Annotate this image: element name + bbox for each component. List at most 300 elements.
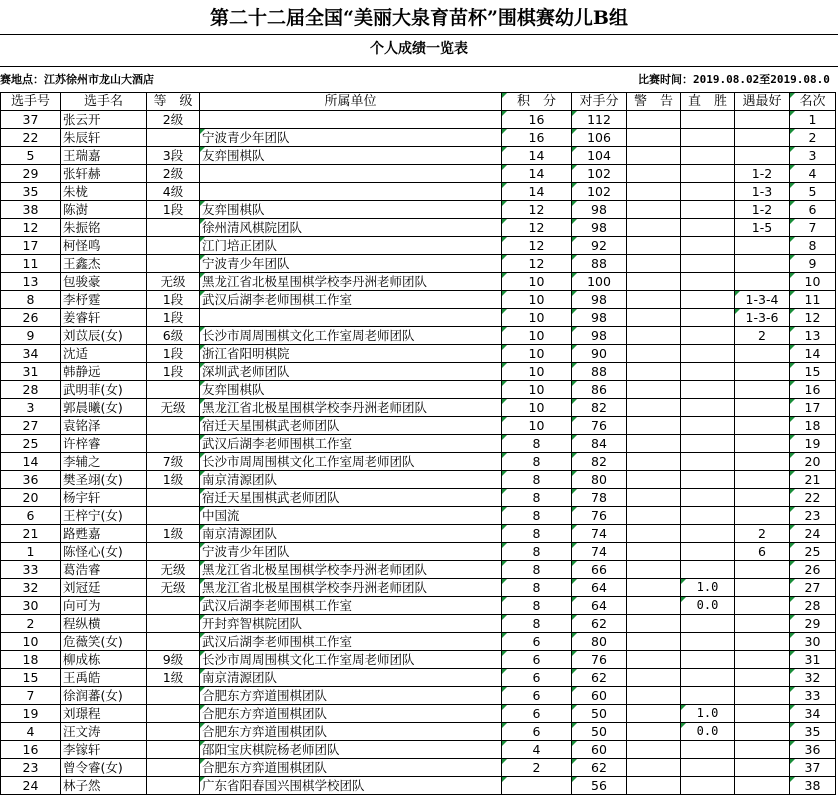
cell-grade[interactable] (147, 597, 200, 615)
cell-score[interactable]: 12 (502, 255, 572, 273)
cell-best-met[interactable] (735, 129, 790, 147)
cell-direct-win[interactable] (681, 327, 735, 345)
cell-best-met[interactable] (735, 705, 790, 723)
cell-grade[interactable] (147, 543, 200, 561)
cell-player-no[interactable]: 22 (1, 129, 61, 147)
header-score[interactable]: 积 分 (502, 93, 572, 111)
cell-best-met[interactable] (735, 435, 790, 453)
cell-player-no[interactable]: 4 (1, 723, 61, 741)
cell-unit[interactable]: 黑龙江省北极星围棋学校李丹洲老师团队 (200, 273, 502, 291)
header-rank[interactable]: 名次 (790, 93, 836, 111)
cell-direct-win[interactable] (681, 615, 735, 633)
cell-player-name[interactable]: 陈澍 (61, 201, 147, 219)
cell-unit[interactable]: 友弈围棋队 (200, 147, 502, 165)
cell-best-met[interactable] (735, 741, 790, 759)
cell-grade[interactable] (147, 417, 200, 435)
header-warning[interactable]: 警 告 (627, 93, 681, 111)
cell-grade[interactable] (147, 687, 200, 705)
cell-best-met[interactable] (735, 417, 790, 435)
cell-opponent-score[interactable]: 104 (572, 147, 627, 165)
cell-warning[interactable] (627, 273, 681, 291)
cell-score[interactable]: 8 (502, 561, 572, 579)
cell-score[interactable]: 8 (502, 471, 572, 489)
cell-best-met[interactable]: 1-3-4 (735, 291, 790, 309)
cell-player-name[interactable]: 徐润蕃(女) (61, 687, 147, 705)
cell-player-no[interactable]: 34 (1, 345, 61, 363)
cell-rank[interactable]: 6 (790, 201, 836, 219)
cell-player-no[interactable]: 26 (1, 309, 61, 327)
cell-unit[interactable]: 广东省阳春国兴围棋学校团队 (200, 777, 502, 795)
cell-unit[interactable]: 南京清源团队 (200, 669, 502, 687)
cell-best-met[interactable] (735, 237, 790, 255)
cell-rank[interactable]: 31 (790, 651, 836, 669)
cell-best-met[interactable] (735, 345, 790, 363)
cell-opponent-score[interactable]: 62 (572, 759, 627, 777)
cell-score[interactable]: 10 (502, 273, 572, 291)
cell-unit[interactable]: 宿迁天星围棋武老师团队 (200, 417, 502, 435)
cell-direct-win[interactable] (681, 255, 735, 273)
cell-player-name[interactable]: 张云开 (61, 111, 147, 129)
cell-best-met[interactable]: 1-2 (735, 201, 790, 219)
cell-direct-win[interactable] (681, 777, 735, 795)
cell-opponent-score[interactable]: 92 (572, 237, 627, 255)
cell-unit[interactable]: 长沙市周周围棋文化工作室周老师团队 (200, 651, 502, 669)
cell-warning[interactable] (627, 561, 681, 579)
cell-opponent-score[interactable]: 78 (572, 489, 627, 507)
cell-score[interactable]: 10 (502, 399, 572, 417)
cell-score[interactable]: 2 (502, 759, 572, 777)
cell-rank[interactable]: 10 (790, 273, 836, 291)
cell-rank[interactable]: 18 (790, 417, 836, 435)
cell-direct-win[interactable] (681, 489, 735, 507)
cell-rank[interactable]: 11 (790, 291, 836, 309)
cell-rank[interactable]: 28 (790, 597, 836, 615)
cell-player-name[interactable]: 汪文涛 (61, 723, 147, 741)
cell-opponent-score[interactable]: 76 (572, 417, 627, 435)
cell-opponent-score[interactable]: 86 (572, 381, 627, 399)
cell-best-met[interactable] (735, 507, 790, 525)
cell-player-name[interactable]: 李杼霆 (61, 291, 147, 309)
cell-player-name[interactable]: 程纵横 (61, 615, 147, 633)
cell-player-no[interactable]: 11 (1, 255, 61, 273)
cell-warning[interactable] (627, 669, 681, 687)
cell-player-name[interactable]: 韩静远 (61, 363, 147, 381)
cell-rank[interactable]: 35 (790, 723, 836, 741)
cell-opponent-score[interactable]: 60 (572, 741, 627, 759)
cell-player-name[interactable]: 王梓宁(女) (61, 507, 147, 525)
cell-best-met[interactable]: 1-3 (735, 183, 790, 201)
cell-opponent-score[interactable]: 102 (572, 183, 627, 201)
cell-unit[interactable]: 宁波青少年团队 (200, 543, 502, 561)
cell-player-name[interactable]: 杨宇轩 (61, 489, 147, 507)
cell-grade[interactable] (147, 129, 200, 147)
cell-warning[interactable] (627, 165, 681, 183)
cell-direct-win[interactable] (681, 633, 735, 651)
cell-rank[interactable]: 17 (790, 399, 836, 417)
cell-direct-win[interactable] (681, 507, 735, 525)
cell-unit[interactable]: 南京清源团队 (200, 471, 502, 489)
cell-warning[interactable] (627, 309, 681, 327)
cell-grade[interactable]: 1级 (147, 525, 200, 543)
cell-rank[interactable]: 25 (790, 543, 836, 561)
cell-rank[interactable]: 15 (790, 363, 836, 381)
cell-score[interactable]: 8 (502, 525, 572, 543)
cell-unit[interactable]: 徐州清风棋院团队 (200, 219, 502, 237)
cell-direct-win[interactable]: 0.0 (681, 723, 735, 741)
cell-opponent-score[interactable]: 80 (572, 633, 627, 651)
cell-direct-win[interactable] (681, 453, 735, 471)
cell-rank[interactable]: 3 (790, 147, 836, 165)
cell-best-met[interactable] (735, 777, 790, 795)
cell-best-met[interactable] (735, 615, 790, 633)
cell-rank[interactable]: 14 (790, 345, 836, 363)
cell-player-no[interactable]: 6 (1, 507, 61, 525)
cell-opponent-score[interactable]: 64 (572, 579, 627, 597)
cell-warning[interactable] (627, 759, 681, 777)
cell-best-met[interactable] (735, 147, 790, 165)
cell-grade[interactable] (147, 777, 200, 795)
cell-grade[interactable] (147, 237, 200, 255)
cell-opponent-score[interactable]: 106 (572, 129, 627, 147)
cell-unit[interactable]: 长沙市周周围棋文化工作室周老师团队 (200, 327, 502, 345)
cell-best-met[interactable] (735, 579, 790, 597)
cell-opponent-score[interactable]: 62 (572, 615, 627, 633)
cell-warning[interactable] (627, 345, 681, 363)
cell-direct-win[interactable]: 1.0 (681, 579, 735, 597)
cell-grade[interactable] (147, 219, 200, 237)
cell-score[interactable]: 6 (502, 651, 572, 669)
cell-grade[interactable]: 无级 (147, 273, 200, 291)
cell-opponent-score[interactable]: 64 (572, 597, 627, 615)
cell-unit[interactable] (200, 183, 502, 201)
cell-rank[interactable]: 26 (790, 561, 836, 579)
cell-best-met[interactable] (735, 273, 790, 291)
cell-rank[interactable]: 36 (790, 741, 836, 759)
cell-score[interactable]: 6 (502, 705, 572, 723)
cell-warning[interactable] (627, 741, 681, 759)
cell-player-name[interactable]: 林子然 (61, 777, 147, 795)
cell-direct-win[interactable] (681, 471, 735, 489)
cell-direct-win[interactable] (681, 435, 735, 453)
cell-unit[interactable]: 友弈围棋队 (200, 201, 502, 219)
cell-best-met[interactable] (735, 633, 790, 651)
cell-opponent-score[interactable]: 84 (572, 435, 627, 453)
cell-player-name[interactable]: 王鑫杰 (61, 255, 147, 273)
cell-player-no[interactable]: 25 (1, 435, 61, 453)
cell-player-name[interactable]: 刘璟程 (61, 705, 147, 723)
cell-player-no[interactable]: 30 (1, 597, 61, 615)
cell-player-name[interactable]: 路甦嘉 (61, 525, 147, 543)
cell-best-met[interactable]: 1-3-6 (735, 309, 790, 327)
cell-warning[interactable] (627, 255, 681, 273)
cell-score[interactable]: 8 (502, 597, 572, 615)
cell-opponent-score[interactable]: 76 (572, 507, 627, 525)
cell-direct-win[interactable] (681, 561, 735, 579)
cell-unit[interactable]: 黑龙江省北极星围棋学校李丹洲老师团队 (200, 561, 502, 579)
cell-score[interactable]: 10 (502, 291, 572, 309)
cell-unit[interactable]: 宁波青少年团队 (200, 129, 502, 147)
cell-player-no[interactable]: 14 (1, 453, 61, 471)
cell-opponent-score[interactable]: 50 (572, 705, 627, 723)
cell-direct-win[interactable] (681, 147, 735, 165)
cell-grade[interactable] (147, 435, 200, 453)
cell-score[interactable]: 14 (502, 147, 572, 165)
cell-best-met[interactable] (735, 651, 790, 669)
header-player-name[interactable]: 选手名 (61, 93, 147, 111)
cell-player-no[interactable]: 37 (1, 111, 61, 129)
cell-player-no[interactable]: 21 (1, 525, 61, 543)
cell-player-no[interactable]: 27 (1, 417, 61, 435)
cell-unit[interactable]: 合肥东方弈道围棋团队 (200, 705, 502, 723)
cell-player-no[interactable]: 3 (1, 399, 61, 417)
cell-grade[interactable] (147, 489, 200, 507)
cell-player-name[interactable]: 李镓轩 (61, 741, 147, 759)
cell-player-name[interactable]: 朱辰轩 (61, 129, 147, 147)
cell-unit[interactable]: 深圳武老师团队 (200, 363, 502, 381)
cell-direct-win[interactable] (681, 525, 735, 543)
cell-opponent-score[interactable]: 88 (572, 363, 627, 381)
cell-opponent-score[interactable]: 74 (572, 525, 627, 543)
header-opponent-score[interactable]: 对手分 (572, 93, 627, 111)
cell-opponent-score[interactable]: 98 (572, 219, 627, 237)
cell-best-met[interactable]: 6 (735, 543, 790, 561)
cell-direct-win[interactable] (681, 381, 735, 399)
cell-warning[interactable] (627, 291, 681, 309)
cell-direct-win[interactable] (681, 183, 735, 201)
cell-score[interactable]: 16 (502, 111, 572, 129)
cell-warning[interactable] (627, 399, 681, 417)
cell-warning[interactable] (627, 129, 681, 147)
cell-unit[interactable]: 宁波青少年团队 (200, 255, 502, 273)
cell-score[interactable]: 8 (502, 543, 572, 561)
cell-grade[interactable] (147, 615, 200, 633)
cell-player-name[interactable]: 王禹皓 (61, 669, 147, 687)
cell-opponent-score[interactable]: 56 (572, 777, 627, 795)
cell-warning[interactable] (627, 471, 681, 489)
cell-direct-win[interactable] (681, 273, 735, 291)
cell-player-no[interactable]: 38 (1, 201, 61, 219)
cell-score[interactable]: 6 (502, 723, 572, 741)
cell-rank[interactable]: 38 (790, 777, 836, 795)
cell-grade[interactable]: 3段 (147, 147, 200, 165)
cell-warning[interactable] (627, 453, 681, 471)
cell-player-no[interactable]: 16 (1, 741, 61, 759)
header-best-met[interactable]: 遇最好 (735, 93, 790, 111)
cell-grade[interactable] (147, 741, 200, 759)
cell-unit[interactable]: 合肥东方弈道围棋团队 (200, 759, 502, 777)
cell-direct-win[interactable] (681, 309, 735, 327)
cell-rank[interactable]: 8 (790, 237, 836, 255)
cell-player-name[interactable]: 刘苡辰(女) (61, 327, 147, 345)
cell-opponent-score[interactable]: 98 (572, 201, 627, 219)
cell-opponent-score[interactable]: 98 (572, 291, 627, 309)
cell-player-no[interactable]: 28 (1, 381, 61, 399)
cell-rank[interactable]: 21 (790, 471, 836, 489)
cell-grade[interactable]: 1级 (147, 471, 200, 489)
cell-score[interactable] (502, 777, 572, 795)
cell-warning[interactable] (627, 543, 681, 561)
cell-warning[interactable] (627, 579, 681, 597)
cell-player-no[interactable]: 32 (1, 579, 61, 597)
cell-opponent-score[interactable]: 66 (572, 561, 627, 579)
cell-direct-win[interactable] (681, 399, 735, 417)
cell-score[interactable]: 10 (502, 417, 572, 435)
cell-best-met[interactable] (735, 453, 790, 471)
cell-direct-win[interactable] (681, 345, 735, 363)
cell-direct-win[interactable] (681, 543, 735, 561)
cell-unit[interactable]: 中国流 (200, 507, 502, 525)
cell-opponent-score[interactable]: 76 (572, 651, 627, 669)
cell-player-no[interactable]: 1 (1, 543, 61, 561)
cell-rank[interactable]: 32 (790, 669, 836, 687)
cell-best-met[interactable] (735, 489, 790, 507)
cell-direct-win[interactable] (681, 363, 735, 381)
cell-best-met[interactable] (735, 687, 790, 705)
cell-best-met[interactable]: 2 (735, 525, 790, 543)
cell-unit[interactable]: 武汉后湖李老师围棋工作室 (200, 435, 502, 453)
cell-unit[interactable]: 宿迁天星围棋武老师团队 (200, 489, 502, 507)
cell-score[interactable]: 8 (502, 453, 572, 471)
cell-warning[interactable] (627, 723, 681, 741)
cell-best-met[interactable] (735, 597, 790, 615)
cell-rank[interactable]: 29 (790, 615, 836, 633)
cell-direct-win[interactable] (681, 237, 735, 255)
cell-direct-win[interactable]: 0.0 (681, 597, 735, 615)
cell-player-name[interactable]: 陈怪心(女) (61, 543, 147, 561)
cell-player-name[interactable]: 危薇笑(女) (61, 633, 147, 651)
cell-score[interactable]: 8 (502, 615, 572, 633)
cell-direct-win[interactable] (681, 201, 735, 219)
cell-rank[interactable]: 13 (790, 327, 836, 345)
cell-warning[interactable] (627, 651, 681, 669)
cell-warning[interactable] (627, 147, 681, 165)
cell-player-no[interactable]: 18 (1, 651, 61, 669)
cell-score[interactable]: 8 (502, 579, 572, 597)
cell-opponent-score[interactable]: 90 (572, 345, 627, 363)
cell-grade[interactable]: 4级 (147, 183, 200, 201)
cell-best-met[interactable]: 1-2 (735, 165, 790, 183)
cell-player-name[interactable]: 郭晨曦(女) (61, 399, 147, 417)
header-player-no[interactable]: 选手号 (1, 93, 61, 111)
cell-score[interactable]: 10 (502, 309, 572, 327)
cell-player-name[interactable]: 柯怪鸣 (61, 237, 147, 255)
cell-score[interactable]: 8 (502, 489, 572, 507)
cell-score[interactable]: 10 (502, 363, 572, 381)
cell-player-no[interactable]: 7 (1, 687, 61, 705)
header-unit[interactable]: 所属单位 (200, 93, 502, 111)
cell-best-met[interactable] (735, 669, 790, 687)
cell-score[interactable]: 14 (502, 183, 572, 201)
cell-player-name[interactable]: 曾令睿(女) (61, 759, 147, 777)
cell-player-no[interactable]: 5 (1, 147, 61, 165)
cell-player-no[interactable]: 24 (1, 777, 61, 795)
cell-opponent-score[interactable]: 98 (572, 327, 627, 345)
cell-player-no[interactable]: 19 (1, 705, 61, 723)
cell-warning[interactable] (627, 219, 681, 237)
cell-warning[interactable] (627, 327, 681, 345)
cell-score[interactable]: 12 (502, 219, 572, 237)
cell-opponent-score[interactable]: 100 (572, 273, 627, 291)
cell-score[interactable]: 10 (502, 381, 572, 399)
cell-score[interactable]: 10 (502, 327, 572, 345)
cell-grade[interactable]: 无级 (147, 561, 200, 579)
cell-rank[interactable]: 34 (790, 705, 836, 723)
cell-direct-win[interactable] (681, 291, 735, 309)
cell-unit[interactable] (200, 111, 502, 129)
cell-opponent-score[interactable]: 88 (572, 255, 627, 273)
cell-player-name[interactable]: 朱栊 (61, 183, 147, 201)
cell-score[interactable]: 14 (502, 165, 572, 183)
cell-rank[interactable]: 30 (790, 633, 836, 651)
cell-warning[interactable] (627, 381, 681, 399)
cell-rank[interactable]: 33 (790, 687, 836, 705)
cell-unit[interactable]: 南京清源团队 (200, 525, 502, 543)
cell-grade[interactable] (147, 759, 200, 777)
cell-opponent-score[interactable]: 82 (572, 453, 627, 471)
cell-rank[interactable]: 1 (790, 111, 836, 129)
cell-player-no[interactable]: 23 (1, 759, 61, 777)
cell-warning[interactable] (627, 525, 681, 543)
cell-player-name[interactable]: 朱振铭 (61, 219, 147, 237)
cell-opponent-score[interactable]: 98 (572, 309, 627, 327)
cell-grade[interactable] (147, 723, 200, 741)
cell-grade[interactable]: 无级 (147, 579, 200, 597)
cell-grade[interactable] (147, 633, 200, 651)
cell-rank[interactable]: 16 (790, 381, 836, 399)
cell-score[interactable]: 8 (502, 507, 572, 525)
cell-rank[interactable]: 20 (790, 453, 836, 471)
cell-player-no[interactable]: 20 (1, 489, 61, 507)
cell-opponent-score[interactable]: 102 (572, 165, 627, 183)
cell-grade[interactable]: 1段 (147, 309, 200, 327)
cell-rank[interactable]: 12 (790, 309, 836, 327)
cell-rank[interactable]: 22 (790, 489, 836, 507)
cell-warning[interactable] (627, 201, 681, 219)
cell-grade[interactable] (147, 507, 200, 525)
cell-rank[interactable]: 4 (790, 165, 836, 183)
cell-grade[interactable]: 1段 (147, 201, 200, 219)
cell-rank[interactable]: 2 (790, 129, 836, 147)
cell-best-met[interactable] (735, 723, 790, 741)
cell-direct-win[interactable] (681, 669, 735, 687)
cell-warning[interactable] (627, 435, 681, 453)
cell-unit[interactable]: 武汉后湖李老师围棋工作室 (200, 597, 502, 615)
cell-player-no[interactable]: 2 (1, 615, 61, 633)
cell-player-no[interactable]: 12 (1, 219, 61, 237)
cell-unit[interactable]: 浙江省阳明棋院 (200, 345, 502, 363)
cell-warning[interactable] (627, 489, 681, 507)
cell-opponent-score[interactable]: 82 (572, 399, 627, 417)
cell-direct-win[interactable] (681, 129, 735, 147)
cell-score[interactable]: 6 (502, 687, 572, 705)
cell-player-name[interactable]: 许梓睿 (61, 435, 147, 453)
cell-player-no[interactable]: 31 (1, 363, 61, 381)
cell-player-no[interactable]: 36 (1, 471, 61, 489)
cell-unit[interactable] (200, 165, 502, 183)
cell-best-met[interactable]: 1-5 (735, 219, 790, 237)
cell-player-no[interactable]: 10 (1, 633, 61, 651)
cell-unit[interactable] (200, 309, 502, 327)
cell-rank[interactable]: 7 (790, 219, 836, 237)
cell-best-met[interactable] (735, 381, 790, 399)
cell-player-name[interactable]: 向可为 (61, 597, 147, 615)
cell-direct-win[interactable] (681, 741, 735, 759)
cell-player-no[interactable]: 17 (1, 237, 61, 255)
header-grade[interactable]: 等 级 (147, 93, 200, 111)
cell-player-no[interactable]: 15 (1, 669, 61, 687)
cell-score[interactable]: 8 (502, 435, 572, 453)
cell-player-no[interactable]: 33 (1, 561, 61, 579)
